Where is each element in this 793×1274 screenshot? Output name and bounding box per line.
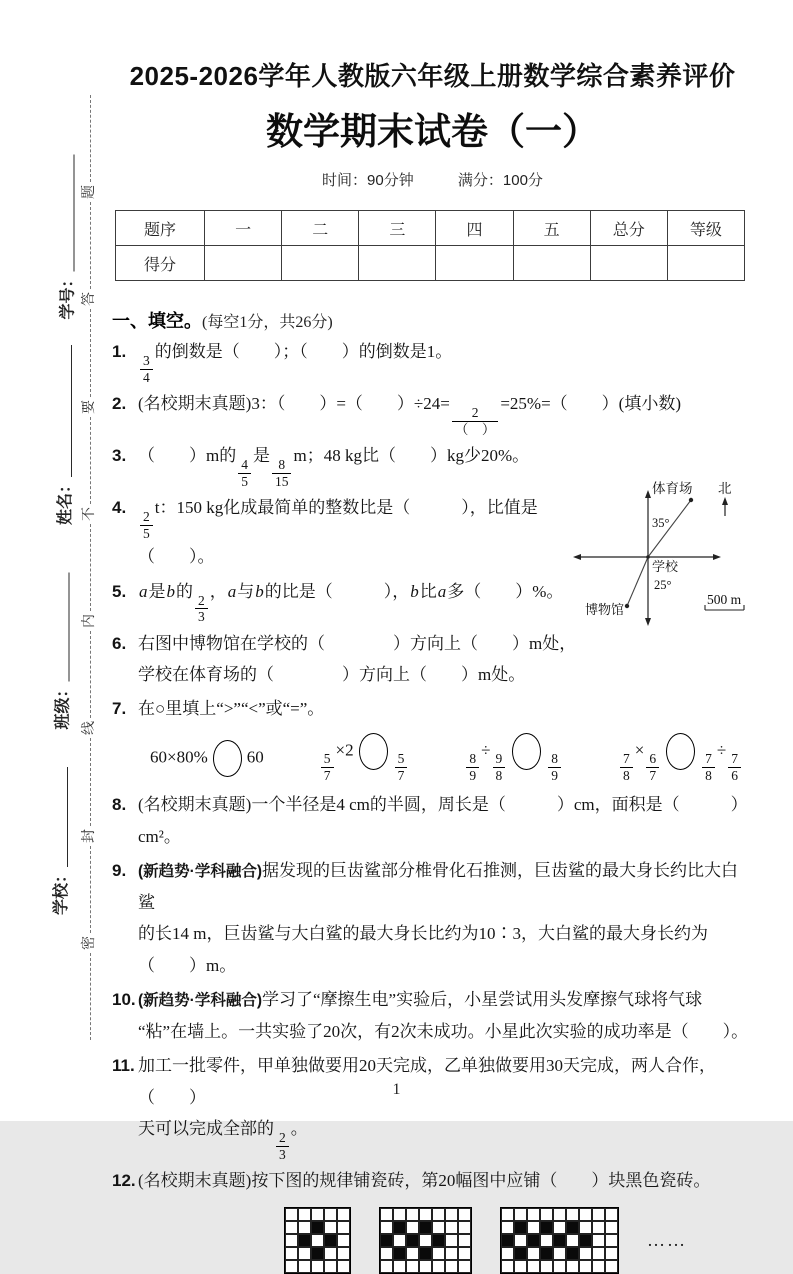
seal-char: 题 [82,185,97,200]
white-tile [605,1208,618,1221]
black-tile [566,1221,579,1234]
white-tile [393,1260,406,1273]
school-field [45,767,71,915]
diagram-label-scale: 500 m [707,592,742,607]
question-number: 7. [112,699,127,719]
question-number: 3. [112,446,127,466]
seal-line [81,95,99,1040]
source-tag: (名校期末真题) [138,394,252,414]
score-cell [513,246,590,281]
fraction: $\frac{7}{8}$ [702,751,715,783]
question-number: 10. [112,990,136,1010]
question-11: 11. 加工一批零件，甲单独做要用20天完成，乙单独做要用30天完成，两人合作，（ ） 天可以完成全部的 $\frac{2}{3}$ 。 [112,1050,753,1162]
meta-time: 时间：90分钟 [322,172,414,189]
white-tile [458,1208,471,1221]
fraction: $\frac{5}{7}$ [321,751,334,783]
question-4: 4. $\frac{2}{5}$ t：150 kg化成最简单的整数比是（ ），比值是（ ）。 [112,492,603,572]
question-number: 1. [112,342,127,361]
white-tile [501,1221,514,1234]
white-tile [553,1260,566,1273]
question-7: 7. 在○里填上“>”“<”或“=”。 60×80% 60 $\frac{5}{7}$ ×2 $\frac{5}{7}$ $\frac{8}{9}$ ÷ $\frac{9}{8}$ $\frac{8}{9}$ $\frac{7}{8}$ × $\frac{6}{7}$ $\frac{7}{8}$ ÷ $\frac{7}{6}$ [112,693,753,783]
seal-dash [90,953,91,1040]
white-tile [337,1247,350,1260]
white-tile [605,1247,618,1260]
question-6: 6. 右图中博物馆在学校的（ ）方向上（ ）m处， 学校在体育场的（ ）方向上（ ）m处。 [112,628,588,691]
fraction: $\frac{3}{4}$ [140,353,153,385]
tile-figure-2 [379,1207,472,1274]
seal-dash [90,631,91,718]
seal-dash [90,846,91,933]
score-col: 四 [436,211,513,246]
black-tile [406,1234,419,1247]
variable: b [410,581,419,601]
black-tile [393,1247,406,1260]
white-tile [445,1260,458,1273]
variable: b [255,581,264,601]
white-tile [432,1260,445,1273]
seal-dash [90,95,91,182]
white-tile [419,1208,432,1221]
white-tile [311,1260,324,1273]
white-tile [458,1234,471,1247]
fraction: $\frac{7}{8}$ [620,751,633,783]
white-tile [285,1247,298,1260]
name-field [49,345,75,525]
white-tile [337,1221,350,1234]
white-tile [458,1260,471,1273]
paper-meta [112,169,753,190]
black-tile [527,1234,540,1247]
source-tag: (名校期末真题) [138,1171,252,1191]
white-tile [527,1208,540,1221]
white-tile [432,1208,445,1221]
white-tile [380,1247,393,1260]
meta-score: 满分：100分 [457,172,543,189]
black-tile [566,1247,579,1260]
fraction: $\frac{8}{9}$ [466,751,479,783]
white-tile [406,1208,419,1221]
fraction: $\frac{5}{7}$ [395,751,408,783]
white-tile [324,1247,337,1260]
student-id-field [52,155,78,320]
comparison-item: $\frac{8}{9}$ ÷ $\frac{9}{8}$ $\frac{8}{9}$ [464,733,563,783]
score-col: 五 [513,211,590,246]
white-tile [527,1260,540,1273]
white-tile [592,1260,605,1273]
question-3: 3. （ ）m的 $\frac{4}{5}$ 是 $\frac{8}{15}$ m；48 kg比（ ）kg少20%。 [112,440,753,489]
seal-char: 要 [82,399,97,414]
score-col: 三 [359,211,436,246]
white-tile [527,1247,540,1260]
black-tile [380,1234,393,1247]
white-tile [514,1208,527,1221]
black-tile [432,1234,445,1247]
score-table-header-row [116,211,745,246]
compare-circle [512,733,541,770]
fraction: $\frac{9}{8}$ [493,751,506,783]
white-tile [285,1221,298,1234]
white-tile [579,1221,592,1234]
white-tile [566,1208,579,1221]
white-tile [406,1260,419,1273]
seal-dash [90,202,91,289]
black-tile [540,1247,553,1260]
black-tile [324,1234,337,1247]
fraction: $\frac{2}{5}$ [140,509,153,541]
score-table-header-label: 题序 [116,211,205,246]
black-tile [553,1234,566,1247]
white-tile [406,1247,419,1260]
white-tile [592,1208,605,1221]
white-tile [324,1208,337,1221]
fraction: $\frac{2}{3}$ [276,1130,289,1162]
white-tile [298,1247,311,1260]
white-tile [337,1208,350,1221]
variable: b [166,581,175,601]
white-tile [566,1260,579,1273]
white-tile [393,1208,406,1221]
question-number: 9. [112,861,127,881]
score-col: 二 [282,211,359,246]
class-blank-line [69,573,70,682]
score-cell [667,246,744,281]
seal-char: 密 [82,935,97,950]
diagram-label-school: 学校 [652,559,679,574]
white-tile [445,1221,458,1234]
comparison-item: 60×80% 60 [150,740,264,777]
score-cell [205,246,282,281]
white-tile [553,1221,566,1234]
white-tile [432,1221,445,1234]
school-label: 学校： [52,866,70,915]
white-tile [406,1221,419,1234]
source-tag: (名校期末真题) [138,795,252,815]
black-tile [419,1221,432,1234]
question-10: 10. (新趋势·学科融合)学习了“摩擦生电”实验后，小星尝试用头发摩擦气球将气球 “粘”在墙上。一共实验了20次，有2次未成功。小星此次实验的成功率是（ ）。 [112,984,753,1047]
question-number: 4. [112,498,127,518]
white-tile [540,1234,553,1247]
white-tile [419,1234,432,1247]
seal-char: 内 [82,614,97,629]
diagram-label-museum: 博物馆 [585,602,625,617]
seal-char: 答 [82,292,97,307]
page-number: 1 [392,1081,401,1098]
school-blank-line [67,767,68,867]
question-8: 8. (名校期末真题)一个半径是4 cm的半圆，周长是（ ）cm，面积是（ ）cm²。 [112,789,753,852]
section-1-title: 一、填空。 [112,311,202,331]
compare-circle [213,740,242,777]
class-label: 班级： [54,681,72,730]
variable: a [437,581,447,601]
score-row-label: 得分 [116,246,205,281]
score-col: 等级 [667,211,744,246]
tile-figure-1 [284,1207,351,1274]
fraction: $\frac{7}{6}$ [728,751,741,783]
seal-dash [90,524,91,611]
question-number: 5. [112,581,127,601]
tiles-ellipsis: …… [647,1229,687,1250]
white-tile [419,1260,432,1273]
white-tile [380,1221,393,1234]
white-tile [458,1221,471,1234]
source-tag: (新趋势·学科融合) [138,992,262,1010]
black-tile [540,1221,553,1234]
white-tile [605,1260,618,1273]
student-id-label: 学号： [59,271,77,320]
seal-char: 封 [82,828,97,843]
question-5: 5. a是b的 $\frac{2}{3}$ ，a与b的比是（ ），b比a多（ ）%。 [112,576,603,625]
diagram-label-north: 北 [718,481,732,496]
white-tile [501,1247,514,1260]
white-tile [540,1208,553,1221]
black-tile [311,1247,324,1260]
variable: a [227,581,237,601]
tile-figure-3 [500,1207,619,1274]
white-tile [380,1260,393,1273]
white-tile [579,1208,592,1221]
seal-dash [90,309,91,396]
black-tile [311,1221,324,1234]
black-tile [579,1234,592,1247]
white-tile [311,1234,324,1247]
black-tile [501,1234,514,1247]
question-number: 6. [112,633,127,653]
white-tile [592,1247,605,1260]
white-tile [566,1234,579,1247]
white-tile [298,1221,311,1234]
fraction: $\frac{6}{7}$ [646,751,659,783]
white-tile [553,1208,566,1221]
white-tile [501,1260,514,1273]
diagram-label-angle-bottom: 25° [654,578,672,592]
score-cell [436,246,513,281]
diagram-label-stadium: 体育场 [652,481,693,496]
white-tile [432,1247,445,1260]
white-tile [445,1247,458,1260]
white-tile [527,1221,540,1234]
white-tile [324,1260,337,1273]
fraction: $\frac{2}{( )}$ [452,405,499,437]
question-1: 1. $\frac{3}{4}$ 的倒数是（ ）；（ ）的倒数是1。 [112,336,753,385]
black-tile [419,1247,432,1260]
fraction: $\frac{2}{3}$ [195,593,208,625]
score-cell [282,246,359,281]
direction-map-diagram [572,464,792,634]
white-tile [553,1247,566,1260]
white-tile [324,1221,337,1234]
diagram-label-angle-top: 35° [652,516,670,530]
score-table-score-row [116,246,745,281]
score-col: 总分 [590,211,667,246]
student-id-blank-line [74,155,75,272]
question-number: 12. [112,1171,136,1191]
class-field [47,573,73,730]
white-tile [337,1260,350,1273]
white-tile [540,1260,553,1273]
score-table [115,210,745,281]
score-cell [359,246,436,281]
white-tile [285,1234,298,1247]
seal-dash [90,417,91,504]
question-2: 2. (名校期末真题)3：（ ）=（ ）÷24= $\frac{2}{( )}$ =25%=（ ）(填小数) [112,388,753,437]
white-tile [592,1234,605,1247]
white-tile [605,1221,618,1234]
white-tile [298,1208,311,1221]
white-tile [501,1208,514,1221]
name-label: 姓名： [56,476,74,525]
paper-title: 2025-2026学年人教版六年级上册数学综合素养评价 [129,61,736,91]
fraction: $\frac{4}{5}$ [238,457,251,489]
question-number: 11. [112,1056,135,1076]
section-1-note: (每空1分，共26分) [202,314,333,331]
compare-circle [359,733,388,770]
fraction: $\frac{8}{15}$ [272,457,292,489]
name-blank-line [71,345,72,477]
question-12: 12. (名校期末真题)按下图的规律铺瓷砖，第20幅图中应铺（ ）块黑色瓷砖。 [112,1165,753,1196]
white-tile [337,1234,350,1247]
question-number: 8. [112,795,127,815]
paper-subtitle: 数学期末试卷（一） [266,111,599,152]
seal-dash [90,738,91,825]
question-7-comparisons [150,733,743,783]
tile-pattern-row [284,1207,753,1274]
white-tile [285,1208,298,1221]
white-tile [298,1260,311,1273]
black-tile [393,1221,406,1234]
white-tile [605,1234,618,1247]
white-tile [579,1247,592,1260]
comparison-item: $\frac{5}{7}$ ×2 $\frac{5}{7}$ [319,733,410,783]
white-tile [592,1221,605,1234]
question-9: 9. (新趋势·学科融合)据发现的巨齿鲨部分椎骨化石推测，巨齿鲨的最大身长约比大白鲨 的长14 m，巨齿鲨与大白鲨的最大身长比约为10∶3，大白鲨的最大身长约为（ ）m。 [112,855,753,981]
comparison-item: $\frac{7}{8}$ × $\frac{6}{7}$ $\frac{7}{8}$ ÷ $\frac{7}{6}$ [618,733,743,783]
white-tile [458,1247,471,1260]
fraction: $\frac{8}{9}$ [548,751,561,783]
white-tile [445,1234,458,1247]
black-tile [514,1221,527,1234]
white-tile [514,1234,527,1247]
compare-circle [666,733,695,770]
white-tile [311,1208,324,1221]
white-tile [380,1208,393,1221]
black-tile [514,1247,527,1260]
white-tile [285,1260,298,1273]
white-tile [393,1234,406,1247]
source-tag: (新趋势·学科融合) [138,863,262,881]
score-col: 一 [205,211,282,246]
section-1-heading [112,307,753,333]
seal-char: 线 [82,721,97,736]
white-tile [445,1208,458,1221]
variable: a [139,581,148,601]
white-tile [514,1260,527,1273]
black-tile [298,1234,311,1247]
score-cell [590,246,667,281]
seal-char: 不 [82,506,97,521]
question-number: 2. [112,394,127,414]
white-tile [579,1260,592,1273]
